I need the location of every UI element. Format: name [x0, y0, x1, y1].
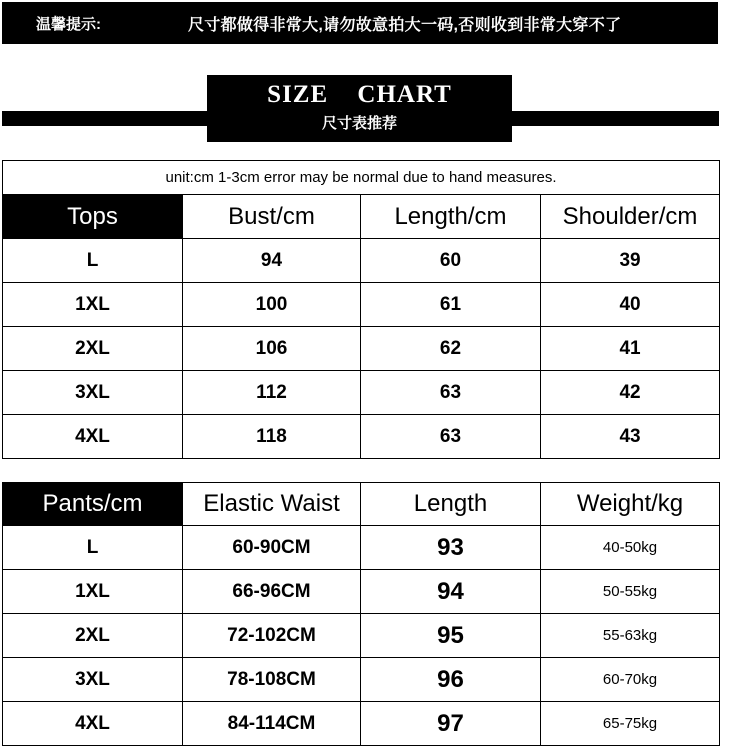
bust-cell: 100	[183, 283, 361, 327]
weight-cell: 65-75kg	[541, 702, 720, 746]
pants-header-weight: Weight/kg	[541, 483, 720, 526]
size-cell: 1XL	[3, 283, 183, 327]
table-row	[3, 658, 720, 702]
shoulder-cell: 42	[541, 371, 720, 415]
shoulder-cell: 40	[541, 283, 720, 327]
pants-header-waist: Elastic Waist	[183, 483, 361, 526]
waist-cell: 66-96CM	[183, 570, 361, 614]
bust-cell: 112	[183, 371, 361, 415]
title-english: SIZE CHART	[267, 81, 452, 108]
waist-cell: 72-102CM	[183, 614, 361, 658]
tops-header-bust: Bust/cm	[183, 195, 361, 239]
pants-header-length: Length	[361, 483, 541, 526]
shoulder-cell: 43	[541, 415, 720, 459]
bust-cell: 106	[183, 327, 361, 371]
size-cell: L	[3, 239, 183, 283]
waist-cell: 84-114CM	[183, 702, 361, 746]
bust-cell: 118	[183, 415, 361, 459]
unit-row	[3, 161, 720, 195]
length-cell: 63	[361, 371, 541, 415]
pants-header-pants: Pants/cm	[3, 483, 183, 526]
pants-size-table	[2, 482, 720, 746]
table-row	[3, 283, 720, 327]
size-cell: 4XL	[3, 702, 183, 746]
size-cell: 3XL	[3, 371, 183, 415]
notice-label: 温馨提示:	[36, 15, 101, 33]
length-cell: 94	[361, 570, 541, 614]
tops-size-table	[2, 160, 720, 459]
weight-cell: 40-50kg	[541, 526, 720, 570]
title-box	[207, 75, 512, 142]
waist-cell: 60-90CM	[183, 526, 361, 570]
length-cell: 60	[361, 239, 541, 283]
size-cell: 4XL	[3, 415, 183, 459]
bust-cell: 94	[183, 239, 361, 283]
size-cell: L	[3, 526, 183, 570]
tops-header-shoulder: Shoulder/cm	[541, 195, 720, 239]
pants-header-row	[3, 483, 720, 526]
tops-header-length: Length/cm	[361, 195, 541, 239]
length-cell: 97	[361, 702, 541, 746]
table-row	[3, 415, 720, 459]
table-row	[3, 371, 720, 415]
shoulder-cell: 41	[541, 327, 720, 371]
table-row	[3, 702, 720, 746]
unit-note: unit:cm 1-3cm error may be normal due to hand measures.	[3, 161, 720, 195]
weight-cell: 60-70kg	[541, 658, 720, 702]
shoulder-cell: 39	[541, 239, 720, 283]
weight-cell: 55-63kg	[541, 614, 720, 658]
title-chinese: 尺寸表推荐	[321, 115, 397, 132]
length-cell: 61	[361, 283, 541, 327]
table-row	[3, 614, 720, 658]
tops-header-row	[3, 195, 720, 239]
table-row	[3, 570, 720, 614]
size-cell: 2XL	[3, 327, 183, 371]
tops-header-tops: Tops	[3, 195, 183, 239]
size-cell: 3XL	[3, 658, 183, 702]
notice-banner	[2, 2, 718, 44]
table-row	[3, 526, 720, 570]
table-row	[3, 239, 720, 283]
length-cell: 93	[361, 526, 541, 570]
size-cell: 2XL	[3, 614, 183, 658]
length-cell: 63	[361, 415, 541, 459]
notice-message: 尺寸都做得非常大,请勿故意拍大一码,否则收到非常大穿不了	[188, 16, 622, 34]
length-cell: 96	[361, 658, 541, 702]
length-cell: 95	[361, 614, 541, 658]
length-cell: 62	[361, 327, 541, 371]
size-cell: 1XL	[3, 570, 183, 614]
waist-cell: 78-108CM	[183, 658, 361, 702]
weight-cell: 50-55kg	[541, 570, 720, 614]
table-row	[3, 327, 720, 371]
